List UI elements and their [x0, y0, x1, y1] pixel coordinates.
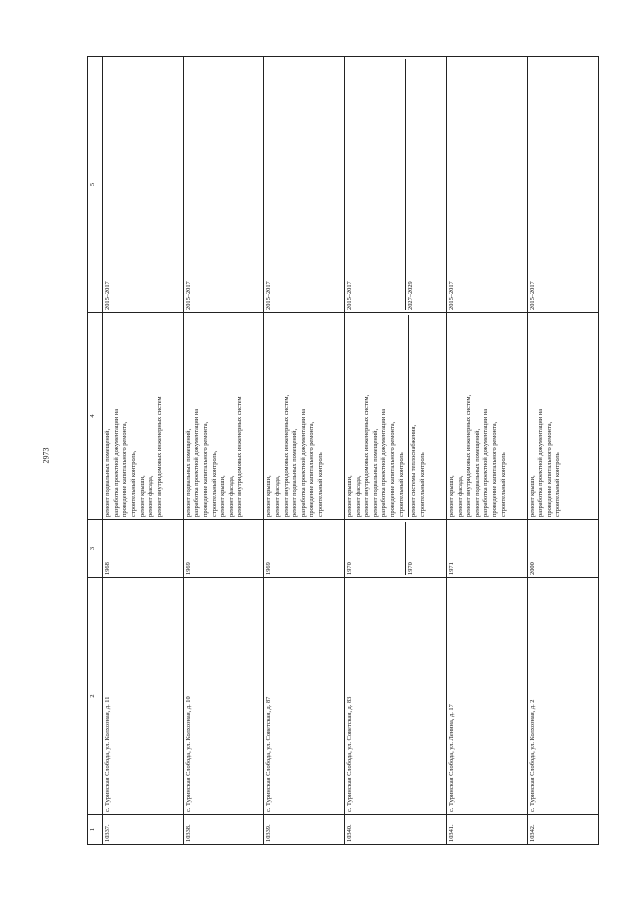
row-period: [183, 57, 264, 313]
column-header: 2: [88, 578, 103, 815]
row-address: с. Туринская Слобода, ул. Советская, д. 83: [344, 578, 446, 815]
row-year: [264, 520, 345, 578]
work-item: ремонт фасада,: [227, 475, 235, 517]
row-works: [446, 313, 527, 520]
column-header: 4: [88, 313, 103, 520]
row-address: с. Туринская Слобода, ул. Колхозная, д. 11: [103, 578, 184, 815]
work-item: проведение капитального ремонта,: [491, 421, 499, 517]
period-value-secondary: 2027–2029: [405, 59, 416, 310]
rotated-table-container: [87, 82, 599, 845]
work-item: разработка проектной документации на: [299, 408, 307, 517]
works-secondary: [408, 315, 427, 517]
work-item: ремонт внутридомовых инженерных систем,: [465, 394, 473, 517]
work-item: проведение капитального ремонта,: [121, 421, 129, 517]
work-item: ремонт крыши,: [265, 475, 273, 517]
row-period: [103, 57, 184, 313]
table-row: [183, 57, 264, 845]
row-number: 10337.: [103, 815, 184, 845]
work-item: ремонт фасада,: [354, 475, 362, 517]
work-item: ремонт внутридомовых инженерных систем,: [363, 394, 371, 517]
work-item: ремонт подвальных помещений,: [473, 428, 481, 517]
work-item: проведение капитального ремонта,: [545, 421, 553, 517]
work-item: разработка проектной документации на: [112, 408, 120, 517]
work-item: строительный контроль: [397, 452, 405, 517]
work-item: ремонт крыши,: [528, 475, 536, 517]
work-item: ремонт крыши,: [219, 475, 227, 517]
column-header: 1: [88, 815, 103, 845]
row-address: с. Туринская Слобода, ул. Колхозная, д. 2: [527, 578, 598, 815]
work-item: ремонт подвальных помещений,: [371, 428, 379, 517]
row-year: [103, 520, 184, 578]
work-item: ремонт крыши,: [447, 475, 455, 517]
table-row: [527, 57, 598, 845]
row-period: [446, 57, 527, 313]
period-value: 2015–2017: [345, 281, 353, 310]
work-item: разработка проектной документации на: [537, 408, 545, 517]
work-item: строительный контроль: [554, 452, 562, 517]
row-works: [264, 313, 345, 520]
row-number: 10338.: [183, 815, 264, 845]
table-row: [103, 57, 184, 845]
work-item: строительный контроль: [419, 452, 426, 517]
work-item: строительный контроль,: [129, 450, 137, 517]
year-value: 2000: [528, 562, 536, 575]
table-row: [446, 57, 527, 845]
period-value: 2015–2017: [528, 281, 536, 310]
row-year: [344, 520, 446, 578]
row-address: с. Туринская Слобода, ул. Советская, д. 87: [264, 578, 345, 815]
row-address: с. Туринская Слобода, ул. Ленина, д. 17: [446, 578, 527, 815]
year-value: 1968: [104, 562, 111, 575]
work-item: ремонт внутридомовых инженерных систем,: [282, 394, 290, 517]
work-item: ремонт фасада,: [147, 475, 155, 517]
work-item: ремонт подвальных помещений,: [184, 428, 192, 517]
row-number: 10340.: [344, 815, 446, 845]
row-works: [183, 313, 264, 520]
work-item: ремонт подвальных помещений,: [291, 428, 299, 517]
work-item: проведение капитального ремонта,: [201, 421, 209, 517]
row-number: 10342.: [527, 815, 598, 845]
work-item: ремонт системы теплоснабжения,: [410, 424, 418, 517]
work-item: ремонт внутридомовых инженерных систем: [155, 396, 163, 517]
year-value: 1971: [447, 562, 455, 575]
work-item: ремонт внутридомовых инженерных систем: [236, 396, 244, 517]
work-item: разработка проектной документации на: [482, 408, 490, 517]
period-value: 2015–2017: [265, 281, 273, 310]
row-year: [527, 520, 598, 578]
row-works: [344, 313, 446, 520]
year-value: 1969: [184, 562, 192, 575]
work-item: строительный контроль: [499, 452, 507, 517]
row-number: 10341.: [446, 815, 527, 845]
year-value-secondary: 1970: [405, 522, 416, 575]
period-value: 2015–2017: [104, 281, 111, 310]
row-works: [527, 313, 598, 520]
row-address: с. Туринская Слобода, ул. Колхозная, д. 10: [183, 578, 264, 815]
row-period: [527, 57, 598, 313]
header-row: [88, 57, 103, 845]
work-item: ремонт подвальных помещений,: [104, 428, 111, 517]
column-header: 3: [88, 520, 103, 578]
work-item: проведение капитального ремонта,: [308, 421, 316, 517]
row-period: [344, 57, 446, 313]
period-value: 2015–2017: [184, 281, 192, 310]
row-number: 10339.: [264, 815, 345, 845]
year-value: 1969: [265, 562, 273, 575]
page-number: 2973: [41, 447, 51, 463]
row-year: [446, 520, 527, 578]
row-works: [103, 313, 184, 520]
repair-schedule-table: [87, 56, 599, 845]
work-item: ремонт крыши,: [138, 475, 146, 517]
work-item: проведение капитального ремонта,: [389, 421, 397, 517]
work-item: строительный контроль,: [210, 450, 218, 517]
work-item: ремонт фасада,: [456, 475, 464, 517]
row-period: [264, 57, 345, 313]
work-item: строительный контроль: [317, 452, 325, 517]
row-year: [183, 520, 264, 578]
table-row: [344, 57, 446, 845]
work-item: ремонт крыши,: [345, 475, 353, 517]
period-value: 2015–2017: [447, 281, 455, 310]
column-header: 5: [88, 57, 103, 313]
work-item: разработка проектной документации на: [380, 408, 388, 517]
year-value: 1970: [345, 562, 353, 575]
table-row: [264, 57, 345, 845]
work-item: ремонт фасада,: [273, 475, 281, 517]
work-item: разработка проектной документации на: [193, 408, 201, 517]
